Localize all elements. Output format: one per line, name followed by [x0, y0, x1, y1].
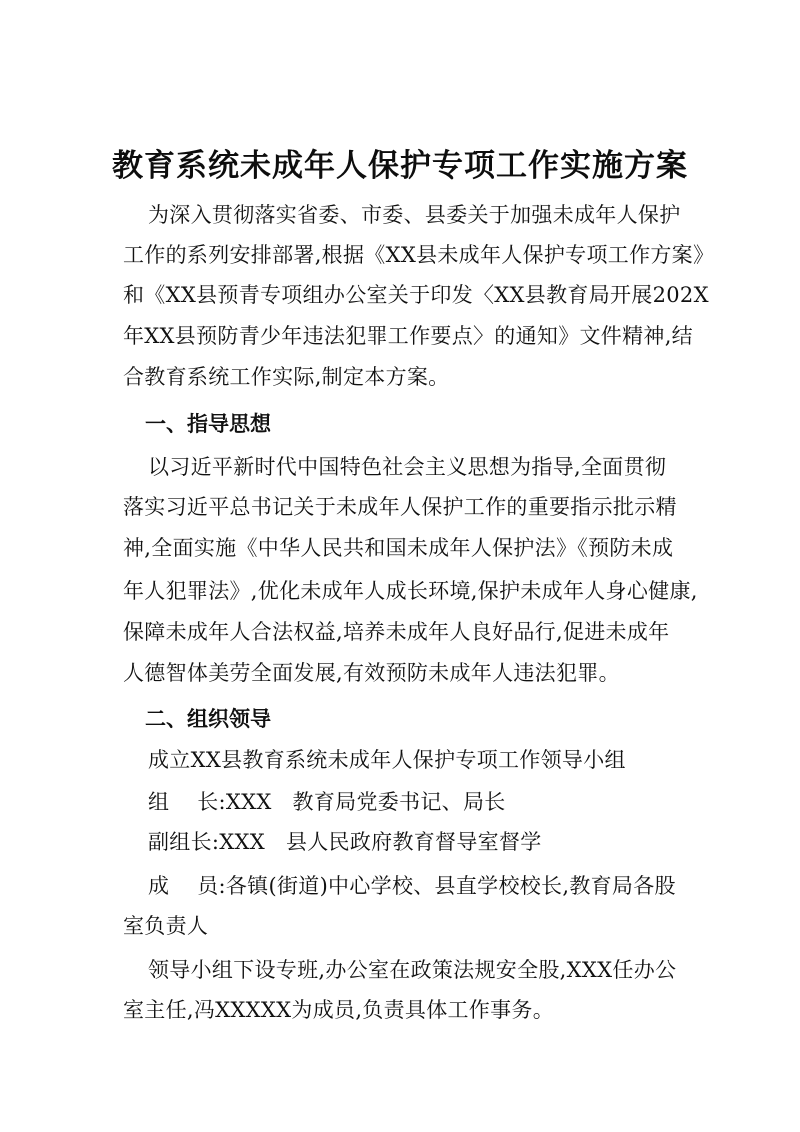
section-heading-leadership: 二、组织领导: [145, 707, 271, 731]
section2-line: 室主任,冯XXXXX为成员,负责具体工作事务。: [123, 998, 554, 1022]
section1-line: 以习近平新时代中国特色社会主义思想为指导,全面贯彻: [148, 455, 667, 479]
section1-line: 人德智体美劳全面发展,有效预防未成年人违法犯罪。: [123, 661, 620, 685]
document-title: 教育系统未成年人保护专项工作实施方案: [112, 148, 688, 184]
section2-line: 领导小组下设专班,办公室在政策法规安全股,XXX任办公: [148, 958, 677, 982]
members-line-cont: 室负责人: [123, 914, 209, 938]
section1-line: 保障未成年人合法权益,培养未成年人良好品行,促进未成年: [123, 620, 670, 644]
section1-line: 年人犯罪法》,优化未成年人成长环境,保护未成年人身心健康,: [123, 579, 698, 603]
intro-line: 年XX县预防青少年违法犯罪工作要点〉的通知》文件精神,结: [123, 324, 693, 348]
section-heading-guiding-ideology: 一、指导思想: [145, 412, 271, 436]
intro-line: 工作的系列安排部署,根据《XX县未成年人保护专项工作方案》: [123, 243, 715, 267]
members-line: 成 员:各镇(街道)中心学校、县直学校校长,教育局各股: [148, 874, 676, 898]
section1-line: 神,全面实施《中华人民共和国未成年人保护法》《预防未成: [123, 536, 674, 560]
group-leader-line: 组 长:XXX 教育局党委书记、局长: [148, 790, 506, 814]
deputy-leader-line: 副组长:XXX 县人民政府教育督导室督学: [148, 830, 542, 854]
intro-line: 和《XX县预青专项组办公室关于印发〈XX县教育局开展202X: [123, 283, 709, 307]
section2-line: 成立XX县教育系统未成年人保护专项工作领导小组: [148, 748, 626, 772]
section1-line: 落实习近平总书记关于未成年人保护工作的重要指示批示精: [123, 495, 677, 519]
intro-line: 为深入贯彻落实省委、市委、县委关于加强未成年人保护: [148, 203, 681, 227]
intro-line: 合教育系统工作实际,制定本方案。: [123, 365, 450, 389]
